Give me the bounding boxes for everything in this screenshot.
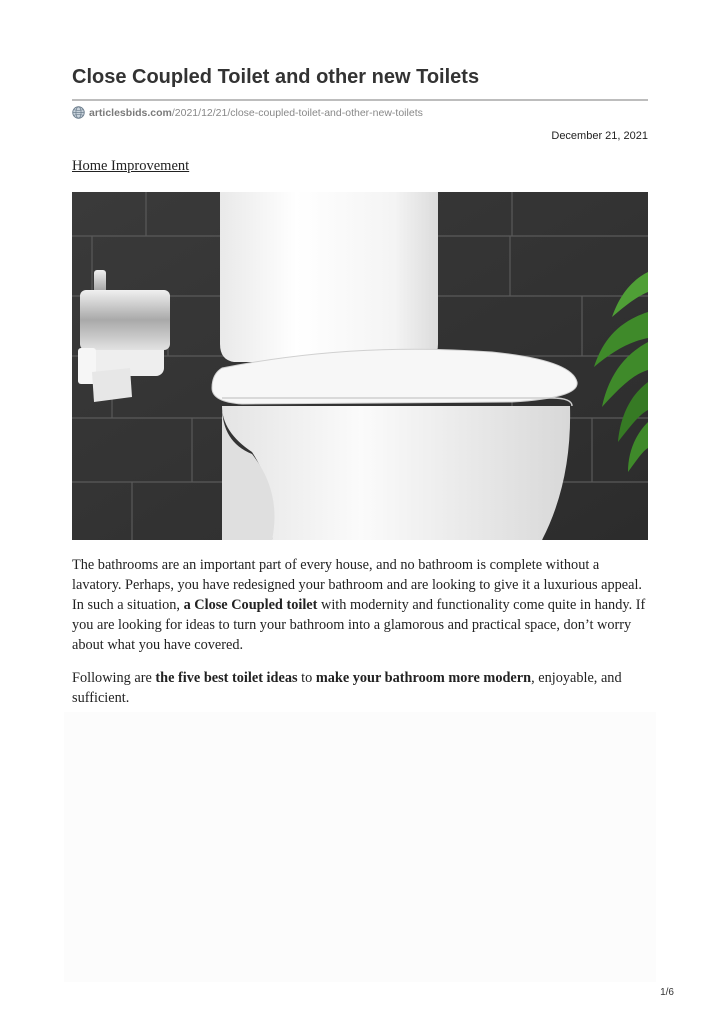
article-title: Close Coupled Toilet and other new Toilets [72, 66, 480, 88]
ideas-paragraph [72, 668, 650, 708]
source-path[interactable]: /2021/12/21/close-coupled-toilet-and-other-new-toilets [171, 106, 423, 119]
toilet-photo [72, 192, 648, 540]
title-divider [72, 99, 648, 101]
intro-text-2: with modernity and functionality come quite in handy. If you are looking for ideas to turn your bathroom into a glamorous and practical space, don’t worry about what you have covered. [72, 597, 646, 653]
ideas-text-2: to [297, 670, 316, 686]
source-url[interactable] [72, 106, 423, 119]
source-domain[interactable]: articlesbids.com [89, 106, 172, 119]
close-coupled-toilet-highlight: a Close Coupled toilet [183, 597, 318, 613]
intro-paragraph [72, 555, 650, 655]
publish-date: December 21, 2021 [551, 130, 648, 142]
ideas-text-3: , enjoyable, and sufficient. [72, 670, 622, 706]
blank-content-area [64, 712, 656, 982]
category-link[interactable]: Home Improvement [72, 158, 190, 174]
ideas-text-1: Following are [72, 670, 156, 686]
hero-image [72, 192, 648, 540]
five-ideas-highlight: the five best toilet ideas [155, 670, 298, 686]
intro-text-1: The bathrooms are an important part of every house, and no bathroom is complete without a lavatory. Perhaps, you have redesigned your bathroom and are looking to give it a luxurious appeal. In such a situation, [72, 557, 642, 613]
modern-bathroom-highlight: make your bathroom more modern [315, 670, 532, 686]
globe-icon [72, 106, 85, 119]
page-number: 1/6 [660, 987, 674, 998]
